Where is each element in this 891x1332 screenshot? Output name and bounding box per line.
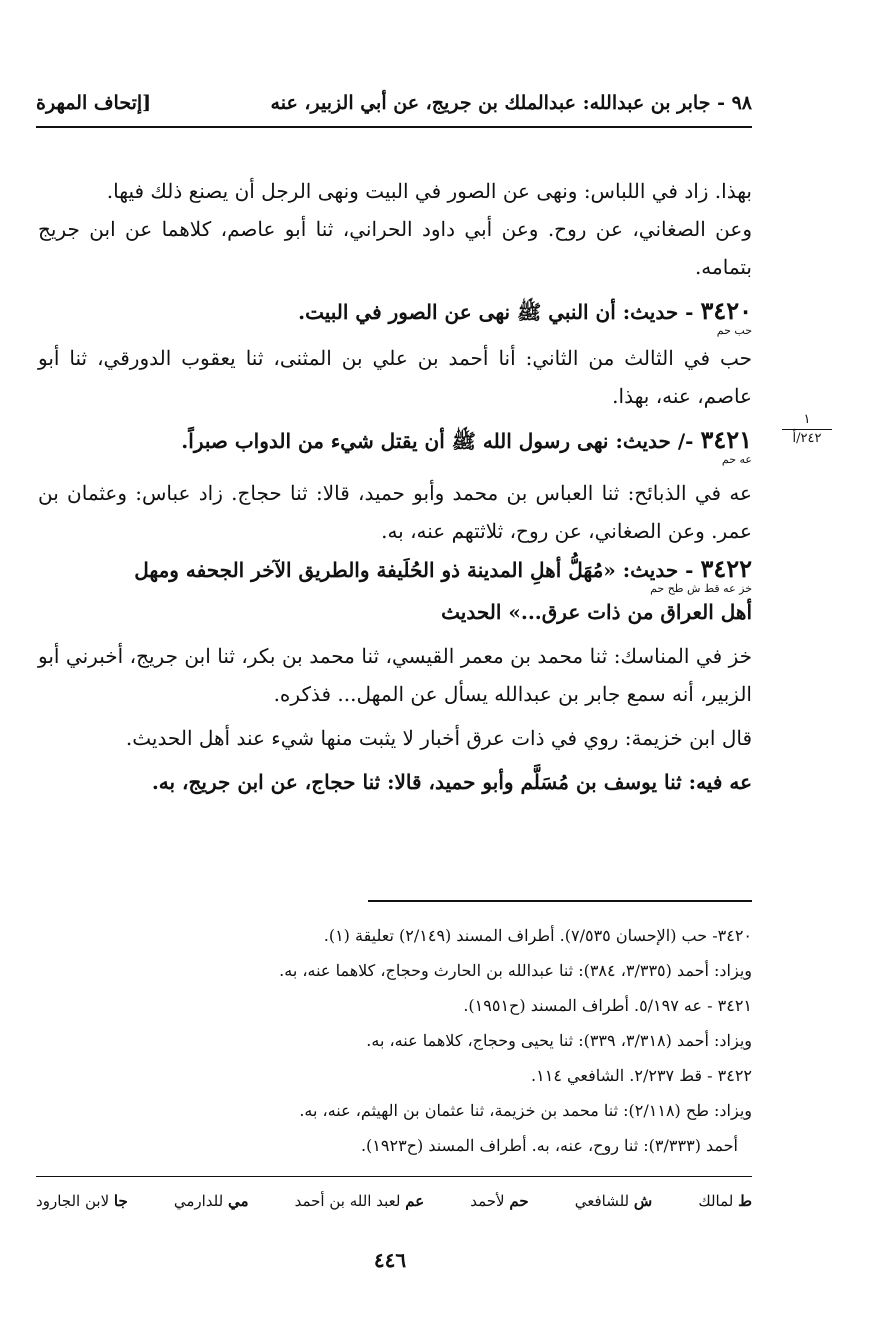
main-text — [38, 172, 752, 801]
abbreviation-item: مي للدارمي — [173, 1192, 249, 1210]
footnote-rule — [368, 900, 752, 902]
hadith-text: - حديث: أن النبي ﷺ نهى عن الصور في البيت. — [298, 300, 701, 324]
paragraph-continuation — [38, 172, 752, 210]
footnotes — [80, 918, 752, 1163]
footnote-line: ٣٤٢٢ - قط ٢/٢٣٧. الشافعي ١١٤. — [531, 1066, 752, 1085]
paragraph-chain: عه فيه: ثنا يوسف بن مُسَلَّم وأبو حميد، قالا: ثنا حجاج، عن ابن جريج، به. — [151, 770, 752, 794]
hadith-sigla: خز عه قط ش طح حم — [650, 582, 752, 595]
hadith-text: -/ حديث: نهى رسول الله ﷺ أن يقتل شيء من الدواب صبراً. — [181, 429, 701, 453]
abbreviation-item: ش للشافعي — [574, 1192, 653, 1210]
hadith-3420 — [38, 292, 752, 331]
header-book-title: [إتحاف المهرة — [36, 92, 152, 114]
paragraph-chain: عه في الذبائح: ثنا العباس بن محمد وأبو حميد، قالا: ثنا حجاج. زاد عباس: وعثمان بن عمر. وعن الصغاني، عن روح، ثلاثتهم عنه، به. — [38, 481, 752, 543]
hadith-3422 — [38, 550, 752, 589]
abbreviation-key — [36, 1192, 752, 1210]
hadith-number: ٣٤٢١ — [700, 425, 752, 454]
header-rule — [36, 126, 752, 128]
folio-note-bottom: ٢٤٢/أ — [792, 431, 822, 446]
hadith-3421 — [38, 421, 752, 460]
abbreviation-rule — [36, 1176, 752, 1177]
footnote-line: ٣٤٢١ - عه ٥/١٩٧. أطراف المسند (ح١٩٥١). — [463, 996, 752, 1015]
paragraph-comment: قال ابن خزيمة: روي في ذات عرق أخبار لا يثبت منها شيء عند أهل الحديث. — [125, 726, 752, 750]
abbreviation-item: جا لابن الجارود — [36, 1192, 128, 1210]
folio-note-top: ١ — [803, 412, 811, 427]
hadith-3422-continuation: أهل العراق من ذات عرق...» الحديث — [441, 600, 752, 624]
footnote-line: ويزاد: طح (٢/١١٨): ثنا محمد بن خزيمة، ثنا عثمان بن الهيثم، عنه، به. — [299, 1101, 752, 1120]
paragraph-chain: وعن الصغاني، عن روح. وعن أبي داود الحراني، ثنا أبو عاصم، كلاهما عن ابن جريج بتمامه. — [38, 217, 752, 279]
footnote-line: ٣٤٢٠- حب (الإحسان ٧/٥٣٥). أطراف المسند (٢/١٤٩) تعليقة (١). — [323, 926, 752, 945]
folio-note-divider — [782, 429, 832, 430]
abbreviation-item: عم لعبد الله بن أحمد — [294, 1192, 425, 1210]
header-chapter-title: ٩٨ - جابر بن عبدالله: عبدالملك بن جريج، عن أبي الزبير، عنه — [270, 92, 752, 114]
manuscript-folio-note — [776, 412, 838, 447]
paragraph-chain: حب في الثالث من الثاني: أنا أحمد بن علي بن المثنى، ثنا يعقوب الدورقي، ثنا أبو عاصم، عنه، بهذا. — [38, 346, 752, 408]
paragraph-chain: خز في المناسك: ثنا محمد بن معمر القيسي، ثنا محمد بن بكر، ثنا ابن جريج، أخبرني أبو الزبير، أنه سمع جابر بن عبدالله يسأل عن المهل... فذكره. — [38, 644, 752, 706]
abbreviation-item: حم لأحمد — [470, 1192, 529, 1210]
abbreviation-item: ط لمالك — [698, 1192, 752, 1210]
running-header — [36, 86, 752, 120]
hadith-number: ٣٤٢٢ — [700, 554, 752, 583]
hadith-number: ٣٤٢٠ — [700, 296, 752, 325]
paragraph-text: بهذا. زاد في اللباس: ونهى عن الصور في البيت ونهى الرجل أن يصنع ذلك فيها. — [106, 179, 752, 203]
footnote-line: ويزاد: أحمد (٣/٣٣٥، ٣٨٤): ثنا عبدالله بن الحارث وحجاج، كلاهما عنه، به. — [279, 961, 752, 980]
hadith-text: - حديث: «مُهَلُّ أهلِ المدينة ذو الحُلَيفة والطريق الآخر الجحفه ومهل — [134, 558, 701, 582]
page-number: ٤٤٦ — [373, 1248, 407, 1272]
hadith-sigla: حب حم — [716, 324, 752, 337]
footnote-line: ويزاد: أحمد (٣/٣١٨، ٣٣٩): ثنا يحيى وحجاج، كلاهما عنه، به. — [366, 1031, 752, 1050]
footnote-line: أحمد (٣/٣٣٣): ثنا روح، عنه، به. أطراف المسند (ح١٩٢٣). — [360, 1136, 738, 1155]
hadith-sigla: عه حم — [721, 453, 752, 466]
